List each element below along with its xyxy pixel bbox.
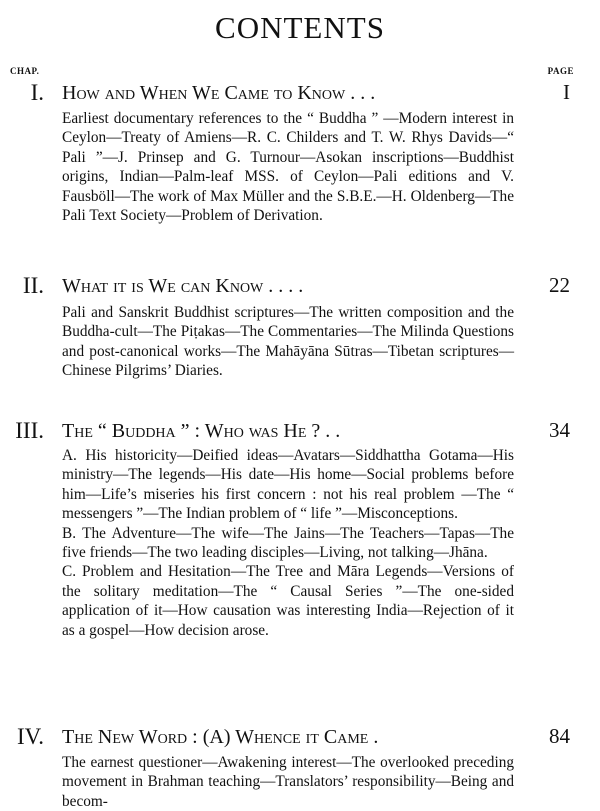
chapter-heading: [0, 724, 600, 754]
chapter-heading: [0, 418, 600, 448]
chapter-title: The New Word : (A) Whence it Came .: [62, 726, 379, 748]
chapter-summary: [62, 303, 514, 381]
chapter-entry-1: [0, 80, 600, 225]
chapter-entry-2: [0, 273, 600, 380]
summary-paragraph: C. Problem and Hesitation—The Tree and Māra Legends—Versions of the solitary meditation—The “ Causal Series ”—The one-sided application of it—How causation was interesting India—Rejection of it as a gospel—How decision arose.: [62, 563, 514, 639]
summary-paragraph: Earliest documentary references to the “ Buddha ” —Modern interest in Ceylon—Treaty of Amiens—R. C. Childers and T. W. Rhys Davids—“ Pali ”—J. Prinsep and G. Turnour—Asokan inscriptions—Buddhist origins, Indian—Palm-leaf MSS. of Ceylon—Pali editions and V. Fausböll—The work of Max Müller and the S.B.E.—H. Oldenberg—The Pali Text Society—Problem of Derivation.: [62, 110, 514, 225]
chapter-summary: [62, 109, 514, 225]
chapter-number: II.: [22, 273, 44, 298]
chap-column-header: CHAP.: [10, 66, 40, 76]
chapter-title: The “ Buddha ” : Who was He ? . .: [62, 420, 341, 442]
chapter-entry-4: [0, 724, 600, 810]
page-title: CONTENTS: [215, 10, 385, 45]
chapter-number: III.: [15, 418, 44, 443]
summary-paragraph: The earnest questioner—Awakening interest—The overlooked preceding movement in Brahman teaching—Translators’ responsibility—Being and becom-: [62, 754, 514, 810]
chapter-number: IV.: [16, 724, 44, 749]
chapter-summary: [62, 753, 514, 811]
chapter-page-number: 84: [549, 724, 570, 748]
chapter-heading: [0, 273, 600, 303]
chapter-page-number: 22: [549, 273, 570, 297]
chapter-summary: [62, 446, 514, 640]
chapter-number: I.: [30, 80, 44, 105]
chapter-title: How and When We Came to Know . . .: [62, 82, 376, 104]
chapter-page-number: 34: [549, 418, 570, 442]
summary-paragraph: A. His historicity—Deified ideas—Avatars—Siddhattha Gotama—His ministry—The legends—His date—His home—Social problems before him—Life’s miseries his first concern : not his real problem —The “ messengers ”—The Indian problem of “ life ”—Misconceptions.: [62, 447, 514, 523]
chapter-page-number: I: [563, 80, 570, 104]
chapter-entry-3: [0, 418, 600, 639]
chapter-title: What it is We can Know . . . .: [62, 275, 304, 297]
summary-paragraph: B. The Adventure—The wife—The Jains—The Teachers—Tapas—The five friends—The two leading disciples—Living, not talking—Jhāna.: [62, 524, 514, 562]
page-column-header: PAGE: [547, 66, 574, 76]
summary-paragraph: Pali and Sanskrit Buddhist scriptures—The written composition and the Buddha-cult—The Piṭakas—The Commentaries—The Milinda Questions and post-canonical works—The Mahāyāna Sūtras—Tibetan scriptures—Chinese Pilgrims’ Diaries.: [62, 304, 514, 380]
chapter-heading: [0, 80, 600, 110]
